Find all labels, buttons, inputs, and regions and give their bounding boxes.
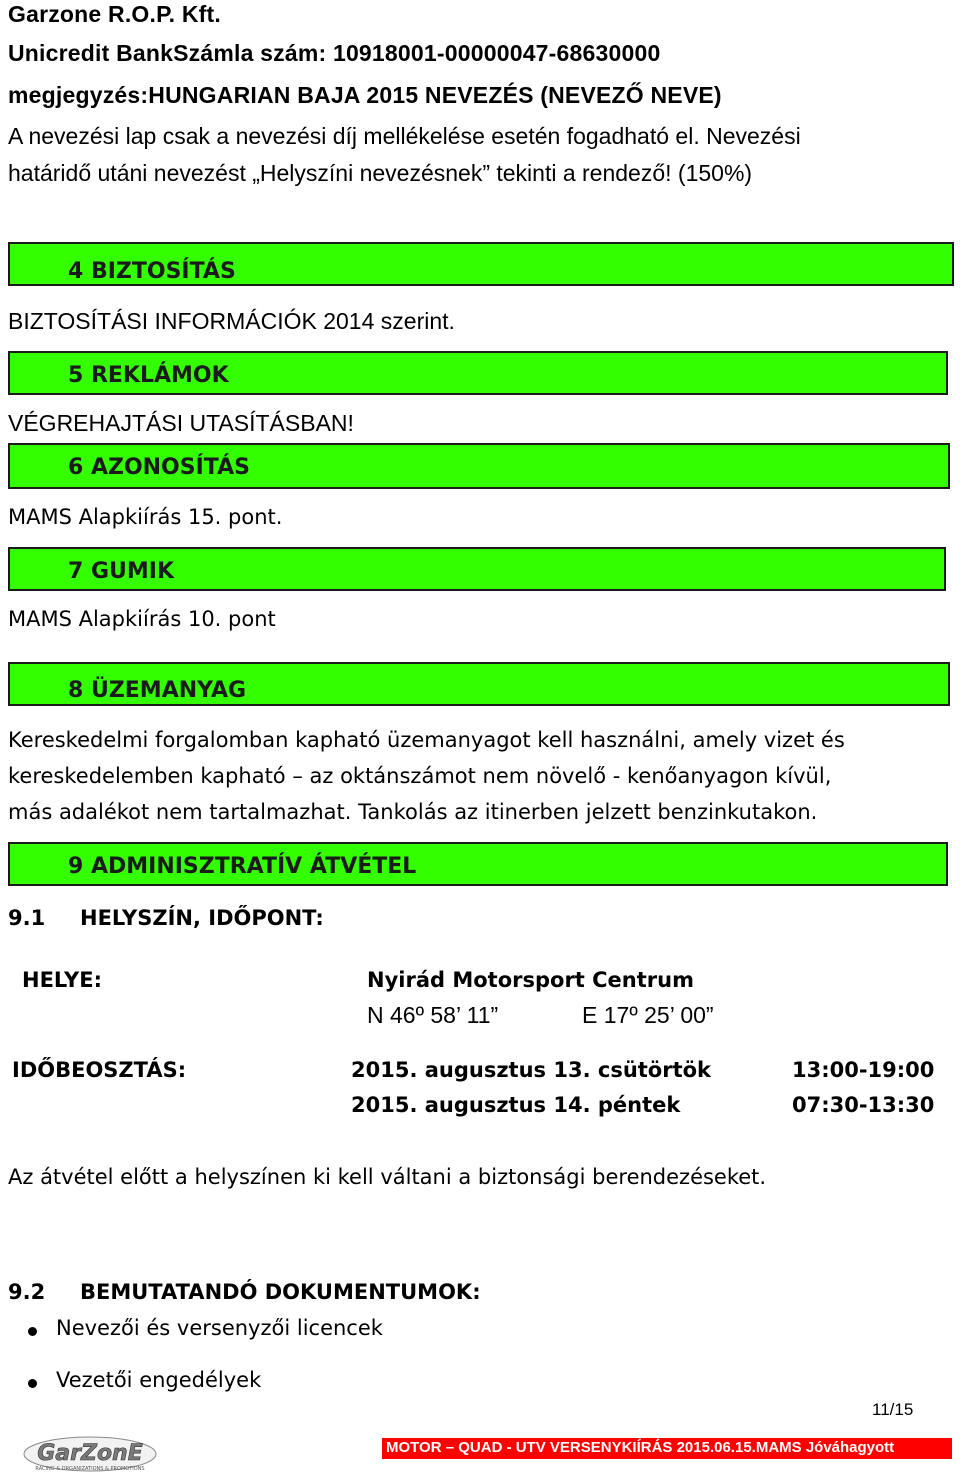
bank-account: Unicredit BankSzámla szám: 10918001-00000047-68630000 [8, 40, 661, 66]
section-9-header [8, 842, 948, 886]
svg-text:GarZonE: GarZonE [37, 1441, 143, 1466]
safety-note: Az átvétel előtt a helyszínen ki kell váltani a biztonsági berendezéseket. [8, 1165, 767, 1189]
company-name: Garzone R.O.P. Kft. [8, 1, 221, 27]
section-5-header [8, 351, 948, 395]
section-7-header [8, 547, 946, 591]
section-7-text: MAMS Alapkiírás 10. pont [8, 607, 276, 631]
section-4-title: 4 BIZTOSÍTÁS [68, 259, 236, 284]
footer-banner-text: MOTOR – QUAD - UTV VERSENYKIÍRÁS 2015.06.15.MAMS Jóváhagyott [386, 1439, 895, 1456]
place-name: Nyirád Motorsport Centrum [367, 968, 694, 992]
coordinate-east: E 17º 25’ 00” [582, 1002, 714, 1028]
schedule-label: IDŐBEOSZTÁS: [12, 1058, 187, 1082]
schedule-row-1-time: 13:00-19:00 [792, 1058, 935, 1082]
section-8-header [8, 662, 950, 706]
schedule-row-2-date: 2015. augusztus 14. péntek [351, 1093, 681, 1117]
bullet-icon [28, 1379, 37, 1388]
info-line-2: határidő utáni nevezést „Helyszíni nevezésnek” tekinti a rendező! (150%) [8, 160, 753, 186]
section-8-line-2: kereskedelemben kapható – az oktánszámot nem növelő - kenőanyagon kívül, [8, 764, 832, 788]
svg-text:RACING & ORGANIZATIONS & PROMO: RACING & ORGANIZATIONS & PROMOTIONS [35, 1466, 145, 1472]
subsection-9-1-number: 9.1 [8, 906, 46, 930]
section-7-title: 7 GUMIK [68, 559, 175, 584]
info-line-1: A nevezési lap csak a nevezési díj mellékelése esetén fogadható el. Nevezési [8, 123, 801, 149]
section-8-line-1: Kereskedelmi forgalomban kapható üzemanyagot kell használni, amely vizet és [8, 728, 845, 752]
coordinate-north: N 46º 58’ 11” [367, 1002, 499, 1028]
document-item-1: Nevezői és versenyzői licencek [56, 1316, 383, 1340]
subsection-9-2-number: 9.2 [8, 1280, 46, 1304]
section-5-title: 5 REKLÁMOK [68, 363, 229, 388]
section-6-header [8, 443, 950, 489]
page-number: 11/15 [872, 1400, 914, 1419]
garzone-logo-graphic [22, 1436, 158, 1474]
section-6-title: 6 AZONOSÍTÁS [68, 455, 250, 480]
document-item-2: Vezetői engedélyek [56, 1368, 262, 1392]
section-6-text: MAMS Alapkiírás 15. pont. [8, 505, 283, 529]
section-4-text: BIZTOSÍTÁSI INFORMÁCIÓK 2014 szerint. [8, 308, 455, 334]
section-5-text: VÉGREHAJTÁSI UTASÍTÁSBAN! [8, 410, 354, 436]
footer-banner [382, 1438, 952, 1459]
place-label: HELYE: [22, 968, 102, 992]
section-4-header [8, 242, 954, 286]
subsection-9-1-title: HELYSZÍN, IDŐPONT: [80, 906, 324, 930]
subsection-9-2-title: BEMUTATANDÓ DOKUMENTUMOK: [80, 1280, 481, 1304]
schedule-row-2-time: 07:30-13:30 [792, 1093, 935, 1117]
schedule-row-1-date: 2015. augusztus 13. csütörtök [351, 1058, 712, 1082]
payment-note: megjegyzés:HUNGARIAN BAJA 2015 NEVEZÉS (NEVEZŐ NEVE) [8, 82, 722, 108]
section-8-line-3: más adalékot nem tartalmazhat. Tankolás az itinerben jelzett benzinkutakon. [8, 800, 818, 824]
garzone-logo [22, 1436, 158, 1474]
section-9-title: 9 ADMINISZTRATÍV ÁTVÉTEL [68, 854, 417, 879]
bullet-icon [28, 1327, 37, 1336]
section-8-title: 8 ÜZEMANYAG [68, 678, 247, 703]
